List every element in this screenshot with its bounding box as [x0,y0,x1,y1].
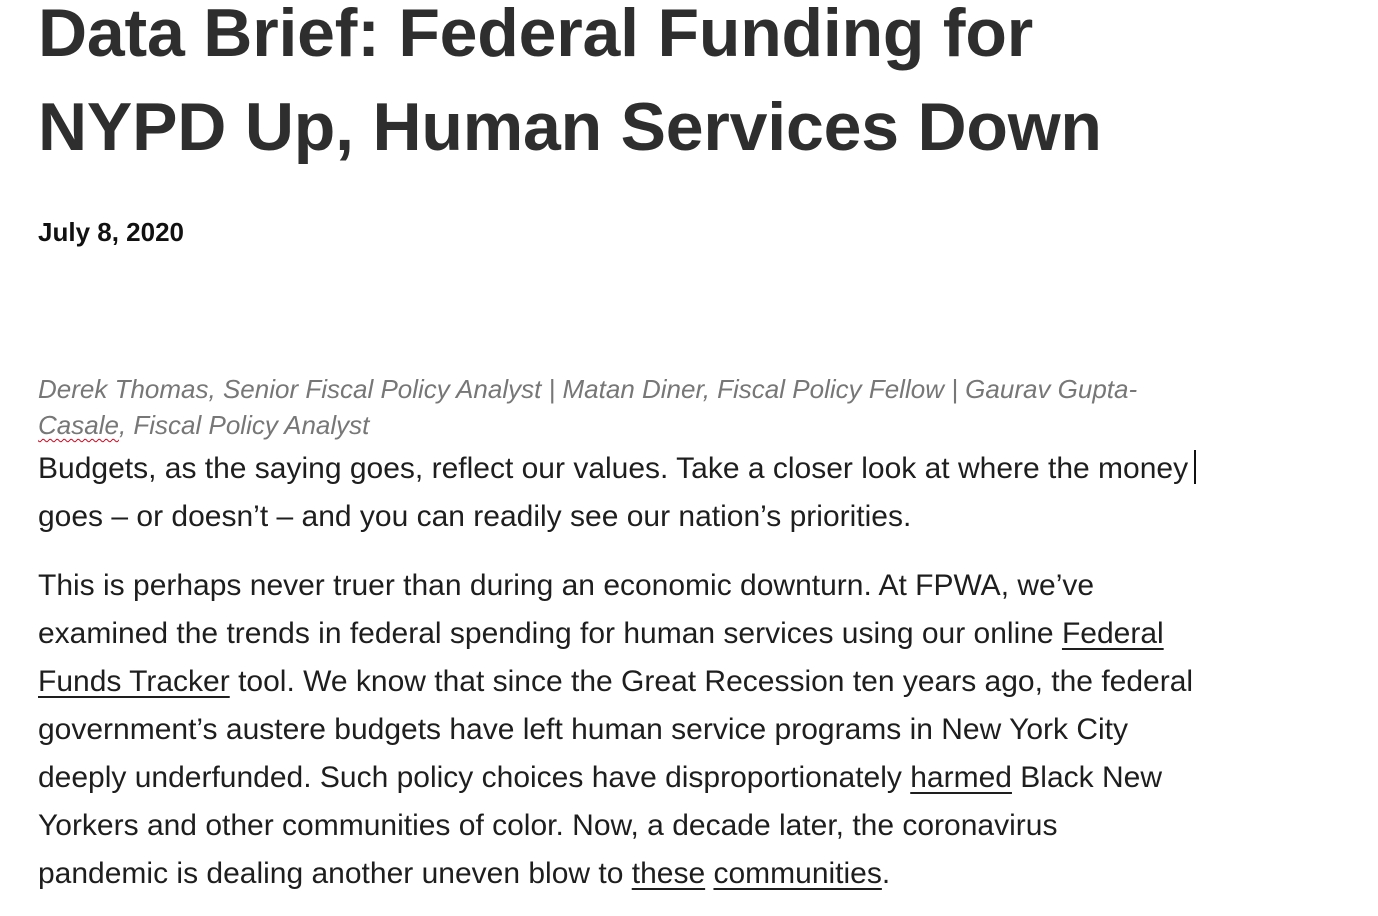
paragraph-2-line-7-end: . [881,857,891,890]
paragraph-1-line-1-text: Budgets, as the saying goes, reflect our values. Take a closer look at where the money [38,452,1189,485]
paragraph-2-line-2 [38,610,1328,658]
paragraph-2-line-5-text: deeply underfunded. Such policy choices have disproportionately [38,761,911,794]
paragraph-2-line-5-rest: Black New [1011,761,1162,794]
byline-line-2-rest: , Fiscal Policy Analyst [118,410,370,440]
text-cursor [1194,450,1196,484]
paragraph-2-line-7 [38,850,1328,898]
paragraph-1-line-1 [38,445,1328,493]
title-line-1: Data Brief: Federal Funding for [38,0,1033,71]
paragraph-2[interactable] [38,562,1328,898]
paragraph-2-line-3-text: tool. We know that since the Great Recession ten years ago, the federal [229,665,1194,698]
paragraph-2-line-2-text: examined the trends in federal spending for human services using our online [38,617,1062,650]
publish-date: July 8, 2020 [38,217,184,247]
paragraph-2-line-4: government’s austere budgets have left human service programs in New York City [38,713,1129,746]
misspelled-word[interactable]: Casale [38,410,119,440]
byline-line-2 [38,407,1278,443]
paragraph-2-line-1: This is perhaps never truer than during an economic downturn. At FPWA, we’ve [38,569,1095,602]
title-line-2: NYPD Up, Human Services Down [38,89,1102,165]
paragraph-1-line-2: goes – or doesn’t – and you can readily see our nation’s priorities. [38,500,912,533]
harmed-link[interactable]: harmed [910,761,1012,794]
paragraph-2-line-6: Yorkers and other communities of color. Now, a decade later, the coronavirus [38,809,1058,842]
federal-funds-tracker-link-part-1[interactable]: Federal [1061,617,1164,650]
communities-link[interactable]: communities [713,857,882,890]
paragraph-2-line-5 [38,754,1328,802]
article-title [38,0,1338,174]
paragraph-1[interactable] [38,445,1328,541]
byline-line-1: Derek Thomas, Senior Fiscal Policy Analyst | Matan Diner, Fiscal Policy Fellow | Gaurav Gupta- [38,374,1138,404]
these-link[interactable]: these [631,857,706,890]
paragraph-2-line-3 [38,658,1328,706]
paragraph-2-line-7-text: pandemic is dealing another uneven blow to [38,857,632,890]
federal-funds-tracker-link-part-2[interactable]: Funds Tracker [38,665,230,698]
author-byline [38,371,1278,443]
